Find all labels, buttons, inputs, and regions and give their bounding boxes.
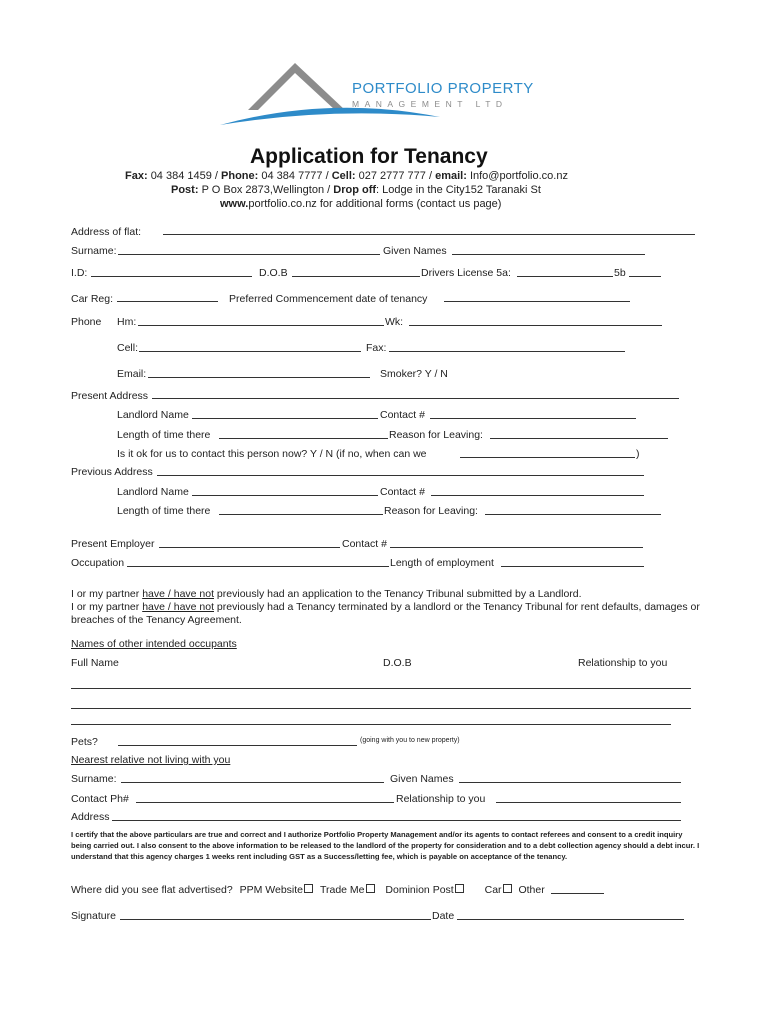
present-contact-field[interactable] <box>430 418 636 419</box>
advertised-car[interactable]: Car <box>485 884 512 896</box>
drivers-5b-field[interactable] <box>629 276 661 277</box>
present-reason-field[interactable] <box>490 438 668 439</box>
relative-given-names-label: Given Names <box>390 773 454 785</box>
employer-label: Present Employer <box>71 538 155 550</box>
home-phone-label: Hm: <box>117 316 137 328</box>
advertised-other: Other <box>518 884 545 896</box>
email-field[interactable] <box>148 377 370 378</box>
dob-field[interactable] <box>292 276 420 277</box>
previous-landlord-label: Landlord Name <box>117 486 189 498</box>
smoker-label: Smoker? Y / N <box>380 368 448 380</box>
ppm-checkbox[interactable] <box>304 884 313 893</box>
work-phone-field[interactable] <box>409 325 662 326</box>
occupants-full-name-header: Full Name <box>71 657 119 669</box>
relative-heading: Nearest relative not living with you <box>71 754 231 766</box>
drivers-license-label: Drivers License 5a: <box>421 267 511 279</box>
contact-ok-field[interactable] <box>460 457 635 458</box>
employment-length-label: Length of employment <box>390 557 494 569</box>
previous-contact-field[interactable] <box>431 495 644 496</box>
previous-reason-field[interactable] <box>485 514 661 515</box>
work-phone-label: Wk: <box>385 316 404 328</box>
fax-field[interactable] <box>389 351 625 352</box>
occupation-field[interactable] <box>127 566 389 567</box>
occupants-heading: Names of other intended occupants <box>71 638 237 650</box>
certification-text: I certify that the above particulars are true and correct and I authorize Portfolio Property Management and/or its agents to contact referees and consent to a credit inquiry being carried out. I also consent to the above information to be released to the landlord of the property for consideration and to a debt collection agency should a debt incur. I understand that this agency charges 1 weeks rent including GST as a Success/letting fee, which is payable on acceptance of the tenancy. <box>71 830 700 861</box>
advertised-trademe[interactable]: Trade Me <box>320 884 375 896</box>
advertised-row <box>71 884 545 896</box>
contact-line-1: Fax: 04 384 1459 / Phone: 04 384 7777 / Cell: 027 2777 777 / email: Info@portfolio.co.nz <box>125 170 568 182</box>
contact-line-2: Post: P O Box 2873,Wellington / Drop off: Lodge in the City152 Taranaki St <box>171 184 541 196</box>
id-field[interactable] <box>91 276 252 277</box>
relative-address-field[interactable] <box>112 820 681 821</box>
cell-field[interactable] <box>139 351 361 352</box>
contact-line-3: www.portfolio.co.nz for additional forms (contact us page) <box>220 198 502 210</box>
fax-label: Fax: <box>366 342 387 354</box>
contact-ok-close: ) <box>636 448 640 460</box>
previous-length-label: Length of time there <box>117 505 211 517</box>
drivers-5a-field[interactable] <box>517 276 613 277</box>
present-landlord-field[interactable] <box>192 418 378 419</box>
page-title: Application for Tenancy <box>250 145 488 168</box>
address-of-flat-label: Address of flat: <box>71 226 142 238</box>
occupants-dob-header: D.O.B <box>383 657 412 669</box>
surname-label: Surname: <box>71 245 117 257</box>
id-label: I.D: <box>71 267 88 279</box>
relative-relationship-label: Relationship to you <box>396 793 486 805</box>
advertised-question: Where did you see flat advertised? <box>71 884 233 896</box>
tribunal-statement-2: I or my partner have / have not previously had a Tenancy terminated by a landlord or the Tenancy Tribunal for rent defaults, damages or breaches of the Tenancy Agreement. <box>71 601 700 626</box>
contact-ok-label: Is it ok for us to contact this person now? Y / N (if no, when can we <box>117 448 427 460</box>
present-reason-label: Reason for Leaving: <box>389 429 483 441</box>
pets-note: (going with you to new property) <box>360 737 460 744</box>
dominion-checkbox[interactable] <box>455 884 464 893</box>
present-length-field[interactable] <box>219 438 388 439</box>
date-field[interactable] <box>457 919 684 920</box>
previous-address-label: Previous Address <box>71 466 153 478</box>
brand-sub: MANAGEMENT LTD <box>352 99 508 109</box>
advertised-dominion[interactable]: Dominion Post <box>385 884 463 896</box>
address-of-flat-field[interactable] <box>163 234 695 235</box>
occupation-label: Occupation <box>71 557 125 569</box>
given-names-label: Given Names <box>383 245 447 257</box>
previous-reason-label: Reason for Leaving: <box>384 505 478 517</box>
car-reg-field[interactable] <box>117 301 218 302</box>
relative-surname-label: Surname: <box>71 773 117 785</box>
present-address-field[interactable] <box>152 398 679 399</box>
phone-label: Phone <box>71 316 102 328</box>
car-checkbox[interactable] <box>503 884 512 893</box>
commencement-label: Preferred Commencement date of tenancy <box>229 293 428 305</box>
relative-contact-label: Contact Ph# <box>71 793 129 805</box>
occupant-row-2[interactable] <box>71 708 691 709</box>
advertised-ppm[interactable]: PPM Website <box>240 884 313 896</box>
given-names-field[interactable] <box>452 254 645 255</box>
trademe-checkbox[interactable] <box>366 884 375 893</box>
employer-contact-label: Contact # <box>342 538 387 550</box>
employer-contact-field[interactable] <box>390 547 643 548</box>
signature-label: Signature <box>71 910 116 922</box>
occupants-relationship-header: Relationship to you <box>578 657 668 669</box>
employment-length-field[interactable] <box>501 566 644 567</box>
car-reg-label: Car Reg: <box>71 293 114 305</box>
date-label: Date <box>432 910 455 922</box>
previous-landlord-field[interactable] <box>192 495 378 496</box>
relative-given-names-field[interactable] <box>459 782 681 783</box>
relative-address-label: Address <box>71 811 110 823</box>
commencement-field[interactable] <box>444 301 630 302</box>
brand-name: PORTFOLIO PROPERTY <box>352 80 534 97</box>
previous-address-field[interactable] <box>157 475 644 476</box>
present-address-label: Present Address <box>71 390 149 402</box>
pets-field[interactable] <box>118 745 357 746</box>
tribunal-statement-1: I or my partner have / have not previously had an application to the Tenancy Tribunal submitted by a Landlord. <box>71 588 582 600</box>
surname-field[interactable] <box>118 254 380 255</box>
cell-label: Cell: <box>117 342 139 354</box>
present-landlord-label: Landlord Name <box>117 409 189 421</box>
present-length-label: Length of time there <box>117 429 211 441</box>
relative-relationship-field[interactable] <box>496 802 681 803</box>
signature-field[interactable] <box>120 919 431 920</box>
advertised-other-field[interactable] <box>551 893 604 894</box>
previous-length-field[interactable] <box>219 514 383 515</box>
drivers-5b-label: 5b <box>614 267 626 279</box>
occupant-row-1[interactable] <box>71 688 691 689</box>
relative-contact-field[interactable] <box>136 802 394 803</box>
previous-contact-label: Contact # <box>380 486 425 498</box>
employer-field[interactable] <box>159 547 340 548</box>
dob-label: D.O.B <box>259 267 288 279</box>
home-phone-field[interactable] <box>138 325 384 326</box>
occupant-row-3[interactable] <box>71 724 671 725</box>
email-label: Email: <box>117 368 147 380</box>
present-contact-label: Contact # <box>380 409 425 421</box>
pets-label: Pets? <box>71 736 98 748</box>
relative-surname-field[interactable] <box>121 782 384 783</box>
